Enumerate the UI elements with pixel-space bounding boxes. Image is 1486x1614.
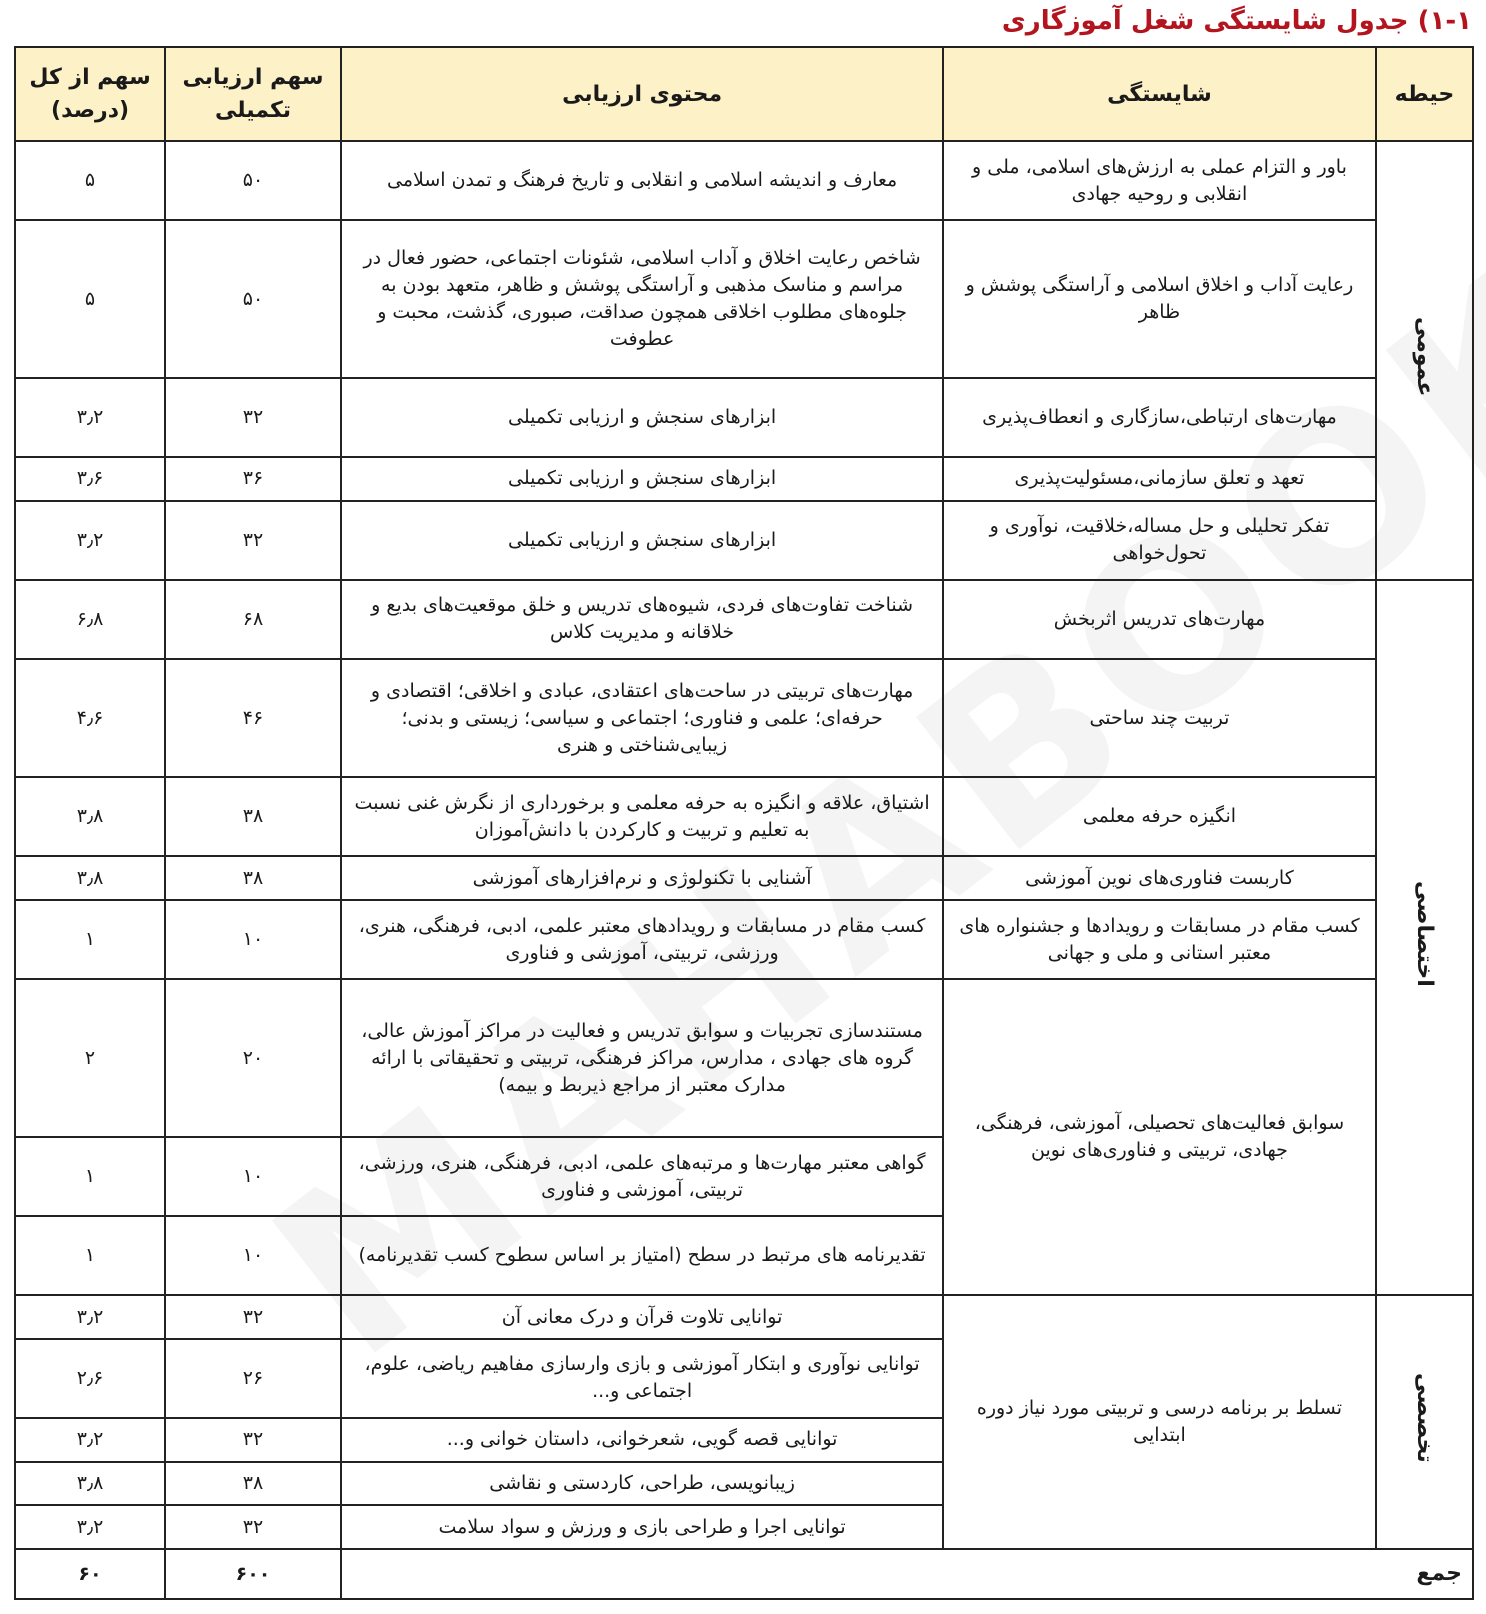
table-row [15,979,1473,1137]
domain-label: اختصاصی [1411,880,1437,987]
content-cell: گواهی معتبر مهارت‌ها و مرتبه‌های علمی، ادبی، فرهنگی، هنری، ورزشی، تربیتی، آموزشی و فناوری [341,1137,943,1216]
share-cell: ۳٫۸ [15,1462,165,1506]
share-cell: ۳٫۲ [15,378,165,457]
share-cell: ۲ [15,979,165,1137]
score-cell: ۳۸ [165,777,341,856]
table-row [15,1295,1473,1339]
score-cell: ۳۲ [165,1505,341,1549]
content-cell: اشتیاق، علاقه و انگیزه به حرفه معلمی و برخورداری از نگرش غنی نسبت به تعلیم و تربیت و کارکردن با دانش‌آموزان [341,777,943,856]
competency-cell: رعایت آداب و اخلاق اسلامی و آراستگی پوشش و ظاهر [943,220,1376,378]
total-label: جمع [341,1549,1473,1599]
header-content: محتوی ارزیابی [341,47,943,141]
domain-label: تخصصی [1411,1373,1437,1463]
share-cell: ۳٫۲ [15,1418,165,1462]
table-row [15,501,1473,580]
share-cell: ۱ [15,1216,165,1295]
table-row [15,457,1473,501]
content-cell: آشنایی با تکنولوژی و نرم‌افزارهای آموزشی [341,856,943,900]
competency-cell: تربیت چند ساحتی [943,659,1376,778]
content-cell: مستندسازی تجربیات و سوابق تدریس و فعالیت در مراکز آموزش عالی، گروه های جهادی ، مدارس، مراکز فرهنگی، تربیتی و تحقیقاتی با ارائه مدارک معتبر از مراجع ذیربط و بیمه) [341,979,943,1137]
content-cell: توانایی تلاوت قرآن و درک معانی آن [341,1295,943,1339]
share-cell: ۳٫۲ [15,1295,165,1339]
table-row [15,777,1473,856]
table-row [15,220,1473,378]
domain-specific [1376,580,1473,1295]
competency-cell: باور و التزام عملی به ارزش‌های اسلامی، ملی و انقلابی و روحیه جهادی [943,141,1376,220]
competency-cell: کاربست فناوری‌های نوین آموزشی [943,856,1376,900]
share-cell: ۳٫۶ [15,457,165,501]
competency-cell: سوابق فعالیت‌های تحصیلی، آموزشی، فرهنگی، جهادی، تربیتی و فناوری‌های نوین [943,979,1376,1295]
domain-general [1376,141,1473,580]
score-cell: ۲۶ [165,1339,341,1418]
score-cell: ۴۶ [165,659,341,778]
competency-cell: کسب مقام در مسابقات و رویدادها و جشنواره های معتبر استانی و ملی و جهانی [943,900,1376,979]
header-competency: شایستگی [943,47,1376,141]
score-cell: ۵۰ [165,220,341,378]
content-cell: توانایی قصه گویی، شعرخوانی، داستان خوانی و... [341,1418,943,1462]
competency-cell: انگیزه حرفه معلمی [943,777,1376,856]
content-cell: ابزارهای سنجش و ارزیابی تکمیلی [341,501,943,580]
share-cell: ۲٫۶ [15,1339,165,1418]
share-cell: ۳٫۲ [15,501,165,580]
header-domain: حیطه [1376,47,1473,141]
content-cell: شاخص رعایت اخلاق و آداب اسلامی، شئونات اجتماعی، حضور فعال در مراسم و مناسک مذهبی و آراستگی پوشش و ظاهر، متعهد بودن به جلوه‌های مطلوب اخلاقی همچون صداقت، صبوری، گذشت، محبت و عطوفت [341,220,943,378]
share-cell: ۶٫۸ [15,580,165,659]
competency-table [14,46,1474,1600]
share-cell: ۵ [15,141,165,220]
score-cell: ۶۸ [165,580,341,659]
table-row [15,856,1473,900]
total-score: ۶۰۰ [165,1549,341,1599]
table-header-row [15,47,1473,141]
content-cell: زیبانویسی، طراحی، کاردستی و نقاشی [341,1462,943,1506]
table-row [15,659,1473,778]
share-cell: ۳٫۲ [15,1505,165,1549]
share-cell: ۱ [15,1137,165,1216]
total-row [15,1549,1473,1599]
domain-specialized [1376,1295,1473,1549]
total-share: ۶۰ [15,1549,165,1599]
score-cell: ۳۸ [165,856,341,900]
share-cell: ۳٫۸ [15,777,165,856]
content-cell: توانایی اجرا و طراحی بازی و ورزش و سواد سلامت [341,1505,943,1549]
score-cell: ۵۰ [165,141,341,220]
content-cell: شناخت تفاوت‌های فردی، شیوه‌های تدریس و خلق موقعیت‌های بدیع و خلاقانه و مدیریت کلاس [341,580,943,659]
header-share: سهم از کل (درصد) [15,47,165,141]
competency-cell: تسلط بر برنامه درسی و تربیتی مورد نیاز دوره ابتدایی [943,1295,1376,1549]
table-row [15,141,1473,220]
score-cell: ۱۰ [165,1137,341,1216]
content-cell: تقدیرنامه های مرتبط در سطح (امتیاز بر اساس سطوح کسب تقدیرنامه) [341,1216,943,1295]
table-row [15,378,1473,457]
score-cell: ۱۰ [165,1216,341,1295]
content-cell: توانایی نوآوری و ابتکار آموزشی و بازی وارسازی مفاهیم ریاضی، علوم، اجتماعی و... [341,1339,943,1418]
content-cell: ابزارهای سنجش و ارزیابی تکمیلی [341,378,943,457]
content-cell: کسب مقام در مسابقات و رویدادهای معتبر علمی، ادبی، فرهنگی، هنری، ورزشی، تربیتی، آموزشی و فناوری [341,900,943,979]
score-cell: ۳۲ [165,378,341,457]
competency-cell: تفکر تحلیلی و حل مساله،خلاقیت، نوآوری و تحول‌خواهی [943,501,1376,580]
domain-label: عمومی [1411,316,1437,397]
score-cell: ۱۰ [165,900,341,979]
share-cell: ۵ [15,220,165,378]
content-cell: معارف و اندیشه اسلامی و انقلابی و تاریخ فرهنگ و تمدن اسلامی [341,141,943,220]
score-cell: ۲۰ [165,979,341,1137]
page-title: ۱-۱) جدول شایستگی شغل آموزگاری [1001,6,1472,36]
content-cell: مهارت‌های تربیتی در ساحت‌های اعتقادی، عبادی و اخلاقی؛ اقتصادی و حرفه‌ای؛ علمی و فناوری؛ اجتماعی و سیاسی؛ زیستی و بدنی؛ زیبایی‌شناختی و هنری [341,659,943,778]
score-cell: ۳۸ [165,1462,341,1506]
content-cell: ابزارهای سنجش و ارزیابی تکمیلی [341,457,943,501]
score-cell: ۳۲ [165,1418,341,1462]
competency-cell: مهارت‌های ارتباطی،سازگاری و انعطاف‌پذیری [943,378,1376,457]
share-cell: ۳٫۸ [15,856,165,900]
share-cell: ۱ [15,900,165,979]
score-cell: ۳۶ [165,457,341,501]
header-score: سهم ارزیابی تکمیلی [165,47,341,141]
score-cell: ۳۲ [165,1295,341,1339]
competency-cell: تعهد و تعلق سازمانی،مسئولیت‌پذیری [943,457,1376,501]
share-cell: ۴٫۶ [15,659,165,778]
table-row [15,580,1473,659]
competency-cell: مهارت‌های تدریس اثربخش [943,580,1376,659]
table-row [15,900,1473,979]
score-cell: ۳۲ [165,501,341,580]
